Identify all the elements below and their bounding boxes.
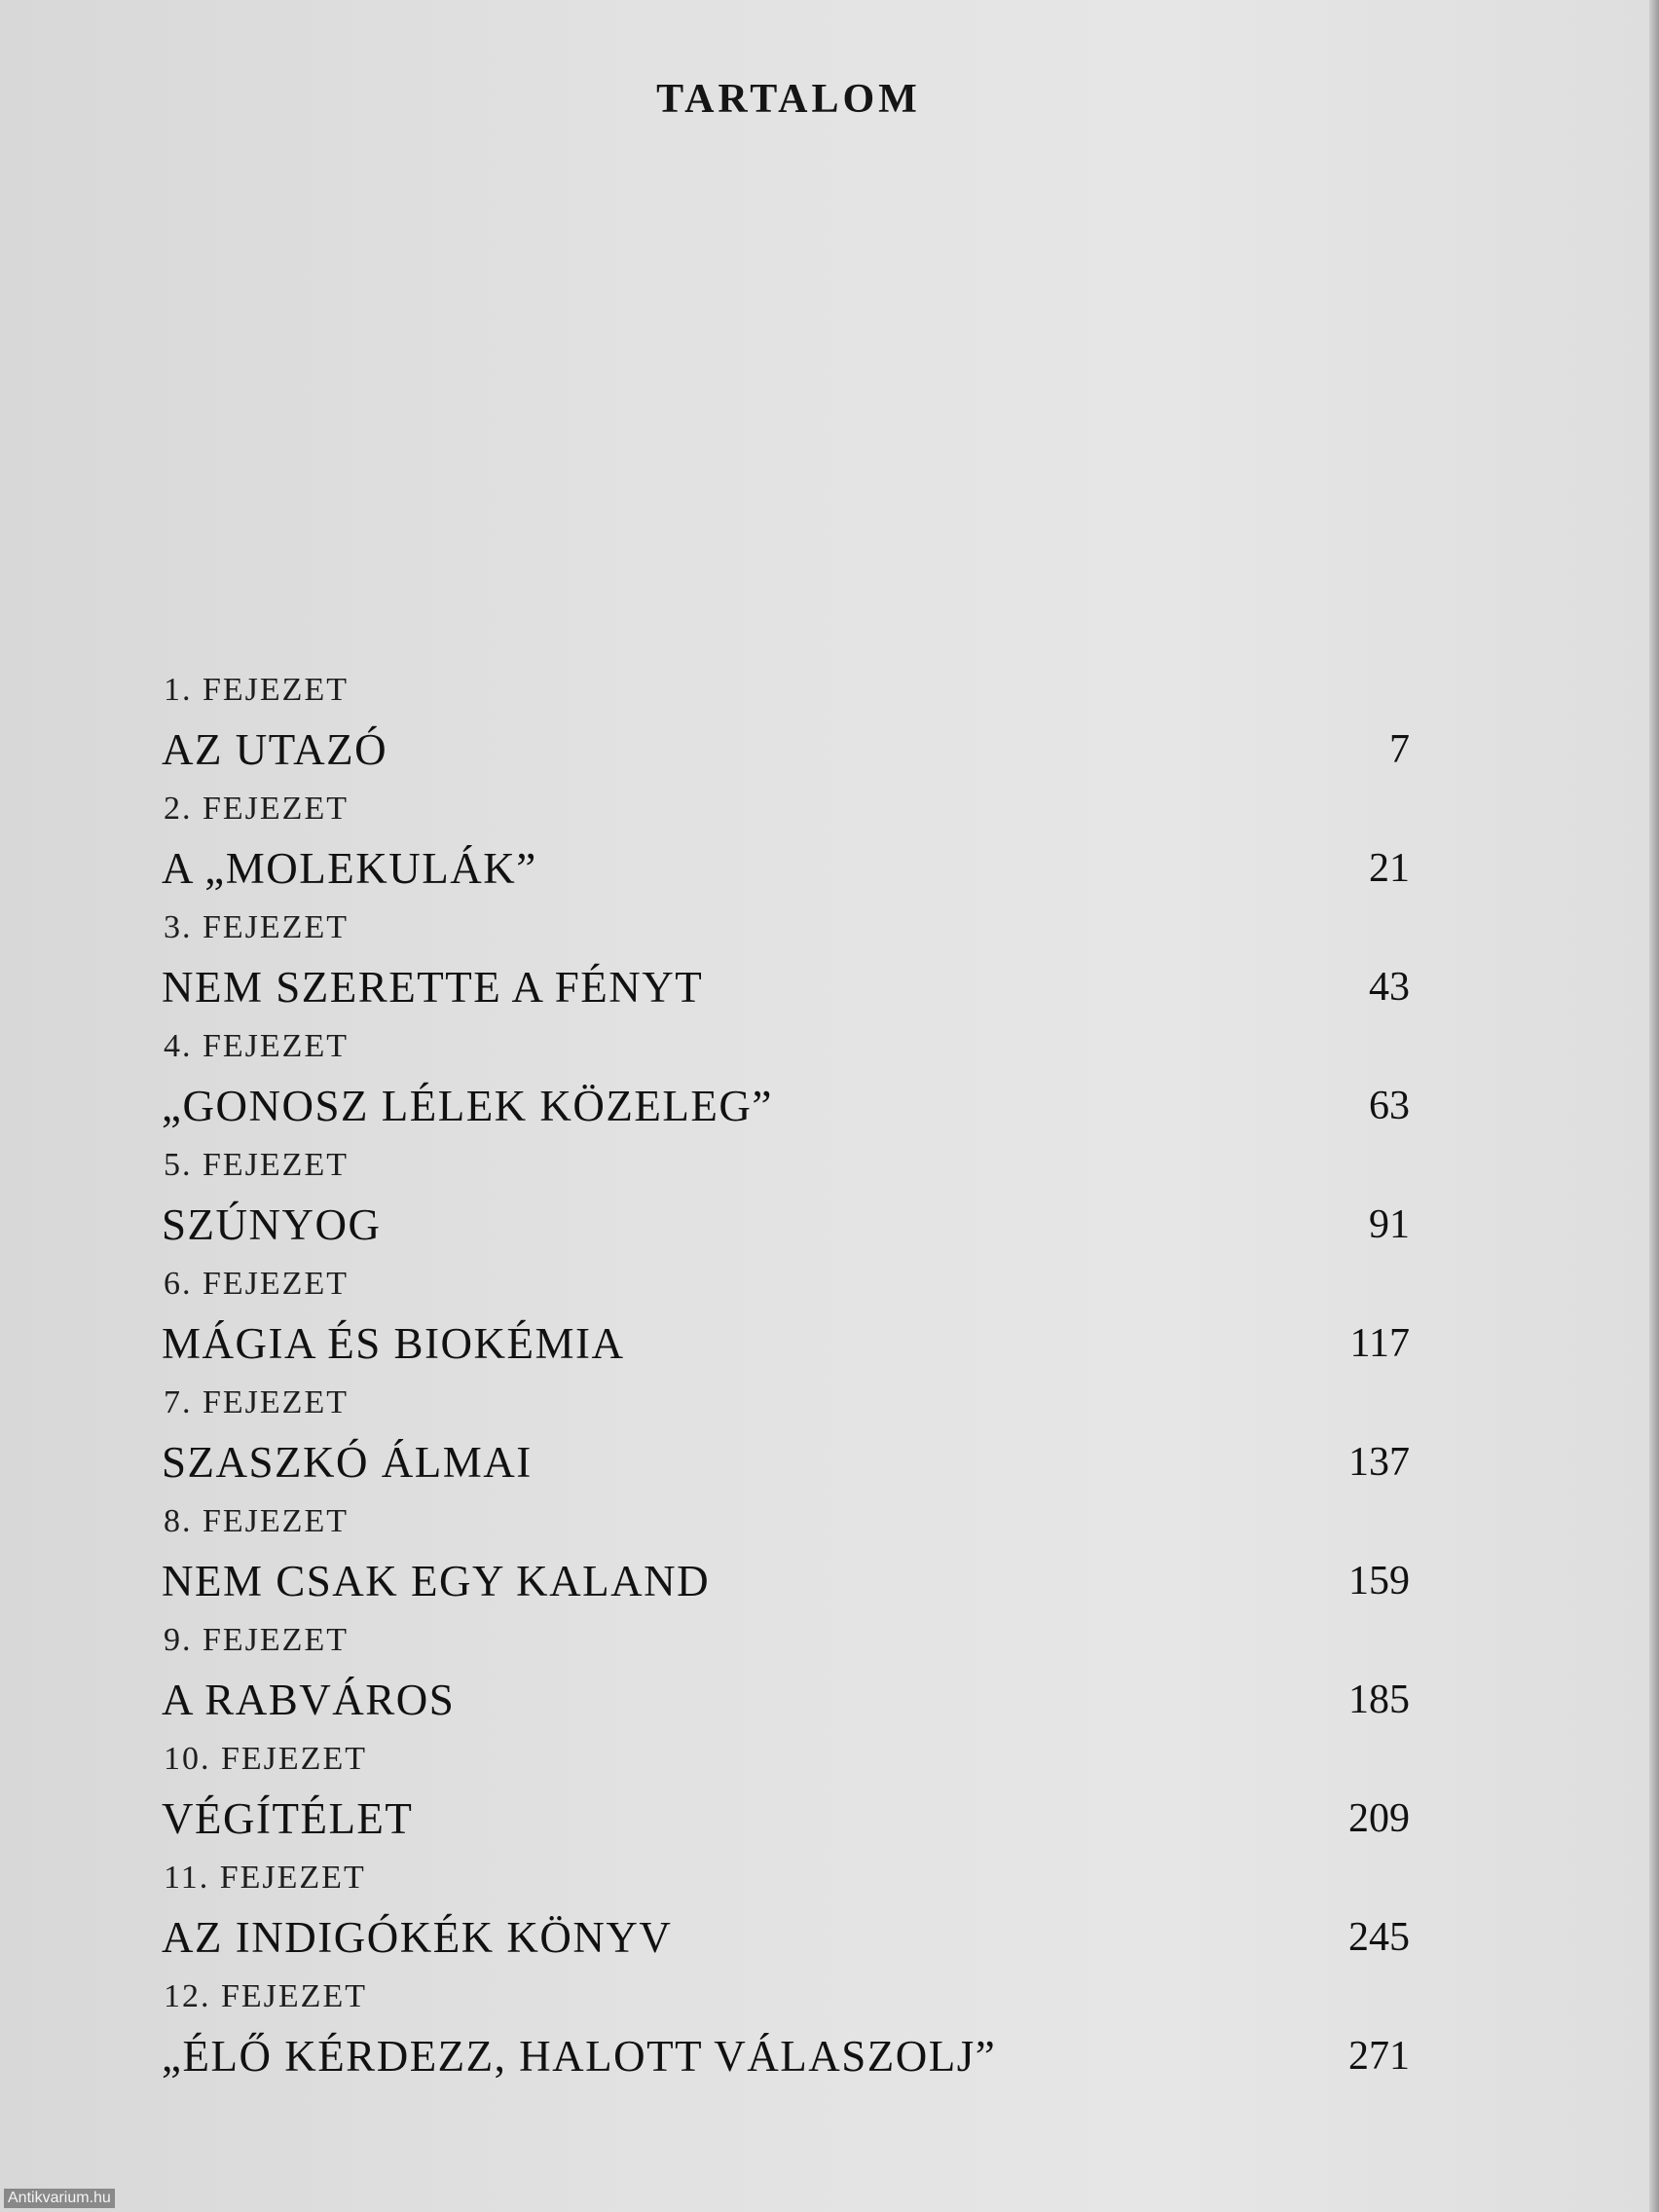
chapter-label: 6. FEJEZET (164, 1266, 349, 1302)
chapter-page-number: 271 (1348, 2034, 1410, 2079)
chapter-page-number: 21 (1369, 846, 1410, 891)
chapter-label: 9. FEJEZET (164, 1622, 349, 1658)
chapter-title: MÁGIA ÉS BIOKÉMIA (162, 1319, 625, 1368)
toc-entry (162, 1384, 1410, 1503)
toc-entry (162, 1741, 1410, 1860)
chapter-title: AZ INDIGÓKÉK KÖNYV (162, 1913, 673, 1962)
chapter-title: NEM CSAK EGY KALAND (162, 1557, 711, 1605)
chapter-title: SZÚNYOG (162, 1200, 382, 1249)
chapter-title: SZASZKÓ ÁLMAI (162, 1438, 533, 1487)
chapter-label: 12. FEJEZET (164, 1978, 367, 2014)
chapter-page-number: 63 (1369, 1084, 1410, 1128)
toc-entry (162, 1266, 1410, 1384)
chapter-label: 7. FEJEZET (164, 1384, 349, 1420)
chapter-label: 8. FEJEZET (164, 1503, 349, 1539)
chapter-title: NEM SZERETTE A FÉNYT (162, 963, 704, 1012)
chapter-label: 4. FEJEZET (164, 1028, 349, 1064)
chapter-page-number: 91 (1369, 1202, 1410, 1247)
chapter-label: 1. FEJEZET (164, 672, 349, 708)
chapter-page-number: 159 (1348, 1559, 1410, 1604)
toc-entry (162, 1147, 1410, 1266)
chapter-page-number: 185 (1348, 1677, 1410, 1722)
table-of-contents (162, 672, 1410, 2097)
chapter-title: AZ UTAZÓ (162, 725, 388, 774)
toc-entry (162, 1978, 1410, 2097)
toc-entry (162, 672, 1410, 791)
chapter-page-number: 7 (1389, 727, 1410, 772)
chapter-page-number: 209 (1348, 1796, 1410, 1841)
page-title: TARTALOM (656, 77, 921, 122)
watermark-text: Antikvarium.hu (4, 2189, 115, 2208)
toc-entry (162, 1622, 1410, 1741)
chapter-title: A „MOLEKULÁK” (162, 844, 537, 893)
toc-entry (162, 1028, 1410, 1147)
toc-entry (162, 909, 1410, 1028)
chapter-page-number: 245 (1348, 1915, 1410, 1960)
page-edge (1649, 0, 1659, 2212)
chapter-label: 2. FEJEZET (164, 791, 349, 827)
toc-entry (162, 791, 1410, 909)
chapter-label: 10. FEJEZET (164, 1741, 367, 1777)
chapter-title: „ÉLŐ KÉRDEZZ, HALOTT VÁLASZOLJ” (162, 2032, 997, 2081)
chapter-label: 3. FEJEZET (164, 909, 349, 945)
chapter-title: VÉGÍTÉLET (162, 1794, 414, 1843)
chapter-label: 5. FEJEZET (164, 1147, 349, 1183)
chapter-title: A RABVÁROS (162, 1676, 456, 1724)
toc-entry (162, 1860, 1410, 1978)
chapter-title: „GONOSZ LÉLEK KÖZELEG” (162, 1082, 773, 1130)
chapter-page-number: 117 (1349, 1321, 1410, 1366)
chapter-page-number: 137 (1348, 1440, 1410, 1485)
chapter-label: 11. FEJEZET (164, 1860, 366, 1896)
chapter-page-number: 43 (1369, 965, 1410, 1010)
toc-entry (162, 1503, 1410, 1622)
